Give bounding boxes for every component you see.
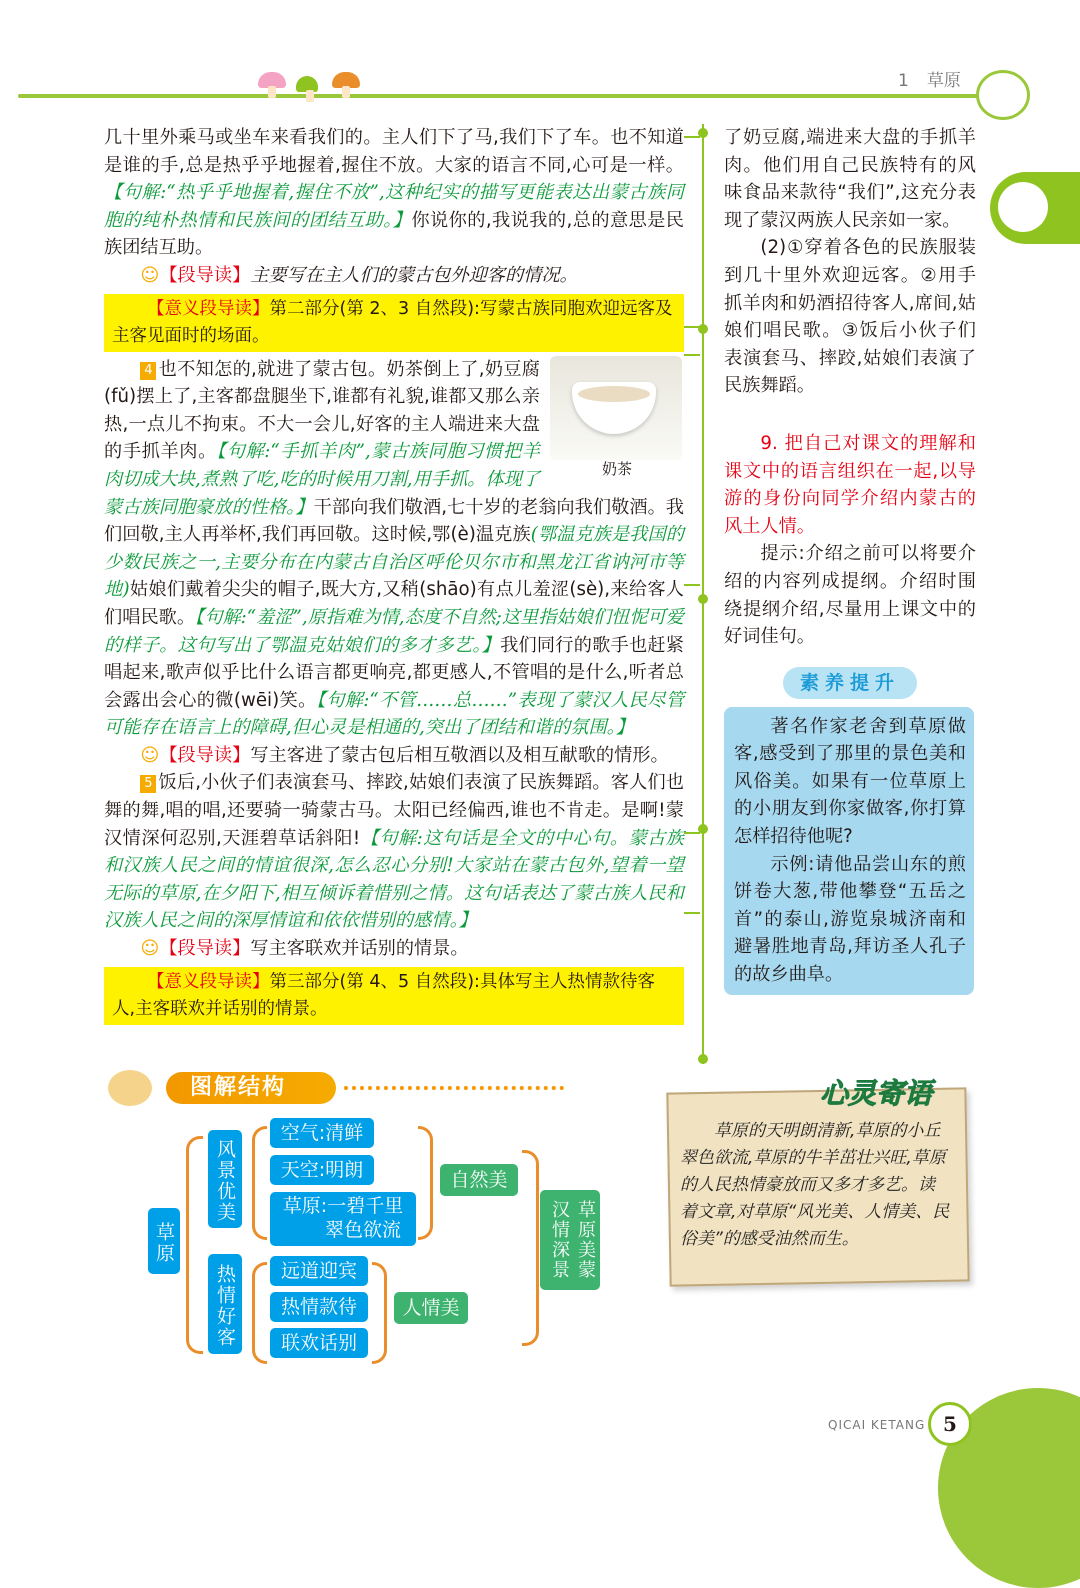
chapter-number: 1 — [898, 71, 909, 91]
milk-tea-image — [550, 356, 682, 460]
note-title: 心灵寄语 — [820, 1077, 933, 1110]
sentence-note: 【句解:“手抓羊肉”,蒙古族同胞习惯把羊肉切成大块,煮熟了吃,吃的时候用刀割,用手抓。体现了蒙古族同胞豪放的性格。】 — [104, 441, 540, 518]
diagram-conclusion: 草原美蒙汉情深景 — [540, 1190, 600, 1290]
question-9: 9. 把自己对课文的理解和课文中的语言组织在一起,以导游的身份向同学介绍内蒙古的风土人情。 — [724, 432, 976, 537]
mushroom-icon — [296, 76, 318, 92]
paragraph-4: 4 也不知怎的,就进了蒙古包。奶茶倒上了,奶豆腐(fǔ)摆上了,主客都盘腿坐下,谁都有礼貌,谁都又那么亲热,一点儿不拘束。不大一会儿,好客的主人端进来大盘的手抓羊肉。【句解:“手抓羊肉”,蒙古族同胞习惯把羊肉切成大块,煮熟了吃,吃的时候用刀割,用手抓。体现了蒙古族同胞豪放的性格。】干部向我们敬酒,七十岁的老翁向我们敬酒。我们回敬,主人再举杯,我们再回敬。这时候,鄂(è)温克族(鄂温克族是我国的少数民族之一,主要分布在内蒙古自治区呼伦贝尔市和黑龙江省讷河市等地)姑娘们戴着尖尖的帽子,既大方,又稍(shāo)有点儿羞涩(sè),来给客人们唱民歌。【句解:“羞涩”,原指难为情,态度不自然;这里指姑娘们忸怩可爱的样子。这句写出了鄂温克姑娘们的多才多艺。】我们同行的歌手也赶紧唱起来,歌声似乎比什么语言都更响亮,都更感人,不管唱的是什么,听者总会露出会心的微(wēi)笑。【句解:“不管……总……”表现了蒙汉人民尽管可能存在语言上的障碍,但心灵是相通的,突出了团结和谐的氛围。】 — [104, 358, 685, 739]
connector-arrow — [684, 584, 700, 586]
connector-arrow — [684, 912, 700, 914]
figure-caption: 奶茶 — [601, 459, 632, 478]
note-text: 草原的天明朗清新,草原的小丘翠色欲流,草原的牛羊茁壮兴旺,草原的人民热情豪放而又多才多艺。读着文章,对草原“风光美、人情美、民俗美”的感受油然而生。 — [680, 1121, 950, 1249]
main-text-column — [104, 124, 684, 1029]
item-sky: 天空:明朗 — [270, 1155, 374, 1185]
item-air: 空气:清鲜 — [270, 1118, 374, 1148]
section-badge: 素养提升 — [783, 667, 917, 699]
mushroom-icon — [332, 72, 360, 88]
sentence-note: 【句解:“羞涩”,原指难为情,态度不自然;这里指姑娘们忸怩可爱的样子。这句写出了鄂温克姑娘们的多才多艺。】 — [104, 606, 684, 656]
answer-list: (2)①穿着各色的民族服装到几十里外欢迎远客。②用手抓羊肉和奶酒招待客人,席间,姑娘们唱民歌。③饭后小伙子们表演套马、摔跤,姑娘们表演了民族舞蹈。 — [724, 237, 976, 397]
footer-brand: QICAI KETANG — [828, 1418, 926, 1432]
bunny-icon — [998, 182, 1048, 232]
smile-icon: ☺ — [140, 938, 160, 960]
sentence-note: 【句解:“不管……总……”表现了蒙汉人民尽管可能存在语言上的障碍,但心灵是相通的,突出了团结和谐的氛围。】 — [104, 689, 685, 739]
page-number: 5 — [928, 1402, 972, 1446]
brace — [252, 1262, 267, 1364]
brace — [252, 1126, 267, 1240]
group-scenery: 风景优美 — [208, 1130, 242, 1228]
item-welcome: 远道迎宾 — [270, 1256, 368, 1286]
connector-arrow — [684, 832, 700, 834]
column-divider — [697, 124, 709, 1064]
result-human-beauty: 人情美 — [394, 1292, 468, 1324]
chapter-title: 草原 — [926, 71, 961, 91]
smile-icon: ☺ — [140, 744, 160, 766]
segment-guide: ☺【段导读】主要写在主人们的蒙古包外迎客的情况。 — [140, 264, 578, 286]
group-hospitality: 热情好客 — [208, 1254, 242, 1354]
diagram-root: 草原 — [148, 1208, 180, 1274]
brace — [418, 1126, 433, 1240]
side-tab — [990, 172, 1080, 244]
meaning-guide-box: 【意义段导读】第二部分(第 2、3 自然段):写蒙古族同胞欢迎远客及主客见面时的场面。 — [104, 294, 684, 352]
answer-text: 了奶豆腐,端进来大盘的手抓羊肉。他们用自己民族特有的风味食品来款待“我们”,这充分表现了蒙汉两族人民亲如一家。 — [724, 127, 976, 231]
result-natural-beauty: 自然美 — [440, 1164, 518, 1196]
segment-guide: ☺【段导读】写主客进了蒙古包后相互敬酒以及相互献歌的情形。 — [140, 744, 669, 766]
diagram-heading: 图解结构 — [166, 1072, 336, 1104]
meaning-guide-box: 【意义段导读】第三部分(第 4、5 自然段):具体写主人热情款待客人,主客联欢并话别的情景。 — [104, 967, 684, 1025]
question-hint: 提示:介绍之前可以将要介绍的内容列成提纲。介绍时围绕提纲介绍,尽量用上课文中的好词佳句。 — [724, 543, 976, 648]
chapter-header — [898, 66, 961, 91]
item-entertain: 热情款待 — [270, 1292, 368, 1322]
answer-column — [724, 124, 976, 995]
paragraph-5: 5 饭后,小伙子们表演套马、摔跤,姑娘们表演了民族舞蹈。客人们也舞的舞,唱的唱,还要骑一骑蒙古马。太阳已经偏西,谁也不肯走。是啊!蒙汉情深何忍别,天涯碧草话斜阳!【句解:这句话是全文的中心句。蒙古族和汉族人民之间的情谊很深,怎么忍心分别!大家站在蒙古包外,望着一望无际的草原,在夕阳下,相互倾诉着惜别之情。这句话表达了蒙古族人民和汉族人民之间的深厚情谊和依依惜别的感情。】 — [104, 772, 684, 932]
sentence-note: 【句解:“热乎乎地握着,握住不放”,这种纪实的描写更能表达出蒙古族同胞的纯朴热情和民族间的团结互助。】 — [104, 182, 684, 231]
cartoon-icon — [108, 1070, 152, 1106]
header-rule — [18, 94, 998, 98]
dog-mascot-icon — [976, 70, 1030, 120]
mushroom-icon — [258, 72, 286, 88]
connector-arrow — [684, 326, 700, 328]
literacy-box: 著名作家老舍到草原做客,感受到了那里的景色美和风俗美。如果有一位草原上的小朋友到你家做客,你打算怎样招待他呢? 示例:请他品尝山东的煎饼卷大葱,带他攀登“五岳之首”的泰山,游览泉城济南和避暑胜地青岛,拜访圣人孔子的故乡曲阜。 — [724, 707, 974, 995]
paragraph-number: 5 — [140, 775, 156, 793]
brace — [522, 1150, 539, 1346]
sentence-note: 【句解:这句话是全文的中心句。蒙古族和汉族人民之间的情谊很深,怎么忍心分别!大家站在蒙古包外,望着一望无际的草原,在夕阳下,相互倾诉着惜别之情。这句话表达了蒙古族人民和汉族人民之间的深厚情谊和依依惜别的感情。】 — [104, 827, 684, 932]
brace — [186, 1136, 203, 1354]
item-grassland: 草原:一碧千里 翠色欲流 — [270, 1192, 416, 1246]
connector-arrow — [684, 136, 700, 138]
term-note: (鄂温克族是我国的少数民族之一,主要分布在内蒙古自治区呼伦贝尔市和黑龙江省讷河市等地) — [104, 524, 684, 601]
paragraph-3: 几十里外乘马或坐车来看我们的。主人们下了马,我们下了车。也不知道是谁的手,总是热乎乎地握着,握住不放。大家的语言不同,心可是一样。【句解:“热乎乎地握着,握住不放”,这种纪实的描写更能表达出蒙古族同胞的纯朴热情和民族间的团结互助。】你说你的,我说我的,总的意思是民族团结互助。 — [104, 127, 684, 259]
connector-arrow — [684, 354, 700, 356]
item-farewell: 联欢话别 — [270, 1328, 368, 1358]
segment-guide: ☺【段导读】写主客联欢并话别的情景。 — [140, 938, 469, 960]
smile-icon: ☺ — [140, 264, 160, 286]
brace — [372, 1262, 387, 1364]
diagram-heading-bar — [108, 1068, 568, 1108]
paragraph-number: 4 — [140, 362, 156, 380]
milk-tea-figure — [550, 356, 684, 478]
